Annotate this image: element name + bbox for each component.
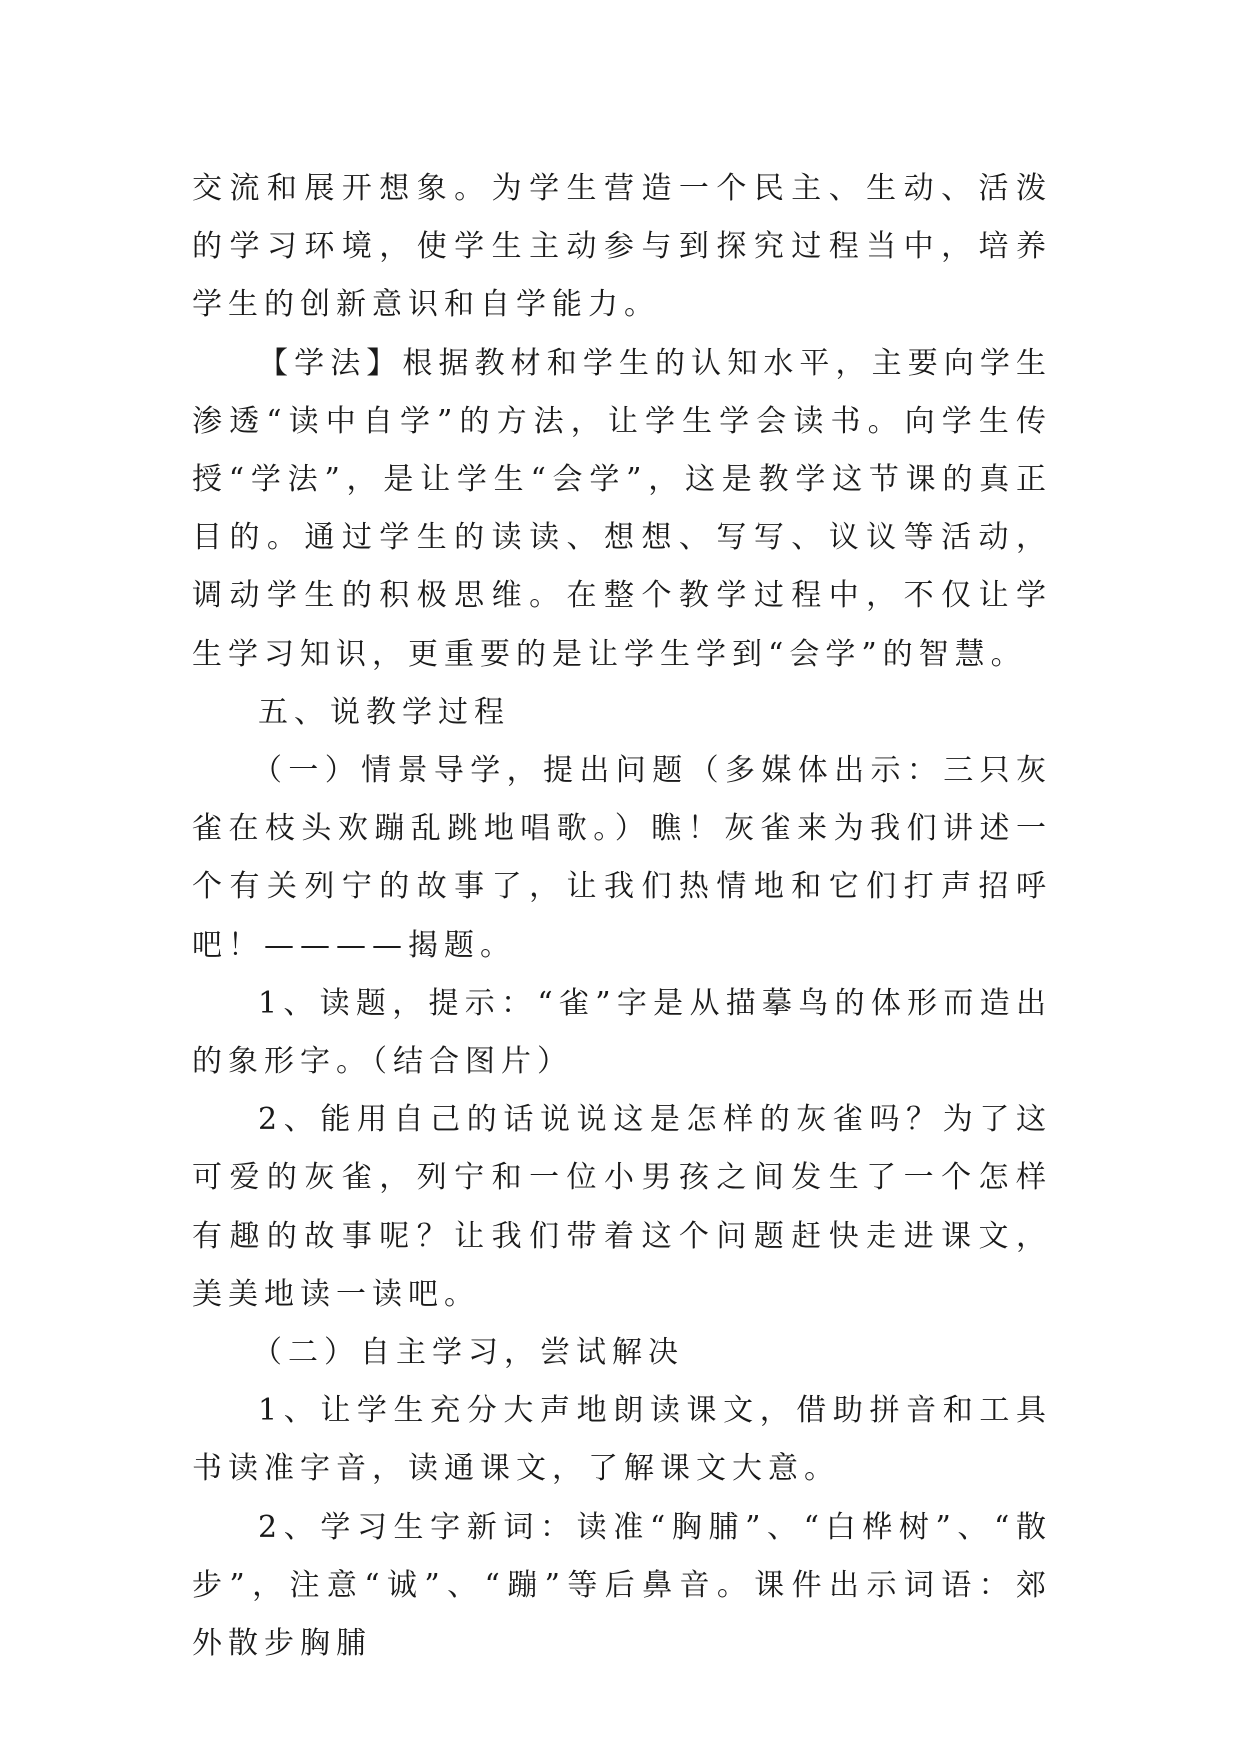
list-item-read-aloud: 1、让学生充分大声地朗读课文，借助拼音和工具书读准字音，读通课文，了解课文大意。 xyxy=(192,1393,1052,1487)
paragraph-continuation: 交流和展开想象。为学生营造一个民主、生动、活泼的学习环境，使学生主动参与到探究过程当中，培养学生的创新意识和自学能力。 xyxy=(192,171,1052,323)
subsection-scenario-guided-learning: （一）情景导学，提出问题（多媒体出示：三只灰雀在枝头欢蹦乱跳地唱歌。）瞧！灰雀来为我们讲述一个有关列宁的故事了，让我们热情地和它们打声招呼吧！————揭题。 xyxy=(192,753,1052,963)
subsection-independent-learning: （二）自主学习，尝试解决 xyxy=(252,1335,684,1371)
document-body xyxy=(192,160,1052,1673)
section-heading-teaching-process: 五、说教学过程 xyxy=(258,694,510,730)
paragraph-study-method: 【学法】根据教材和学生的认知水平，主要向学生渗透“读中自学”的方法，让学生学会读书。向学生传授“学法”，是让学生“会学”，这是教学这节课的真正目的。通过学生的读读、想想、写写、议议等活动，调动学生的积极思维。在整个教学过程中，不仅让学生学习知识，更重要的是让学生学到“会学”的智慧。 xyxy=(192,345,1052,672)
list-item-new-words: 2、学习生字新词：读准“胸脯”、“白桦树”、“散步”，注意“诚”、“蹦”等后鼻音。课件出示词语：郊外散步胸脯 xyxy=(192,1509,1052,1662)
list-item-read-title: 1、读题，提示：“雀”字是从描摹鸟的体形而造出的象形字。（结合图片） xyxy=(192,985,1052,1080)
list-item-describe-sparrow: 2、能用自己的话说说这是怎样的灰雀吗？为了这可爱的灰雀，列宁和一位小男孩之间发生了一个怎样有趣的故事呢？让我们带着这个问题赶快走进课文，美美地读一读吧。 xyxy=(192,1102,1052,1312)
